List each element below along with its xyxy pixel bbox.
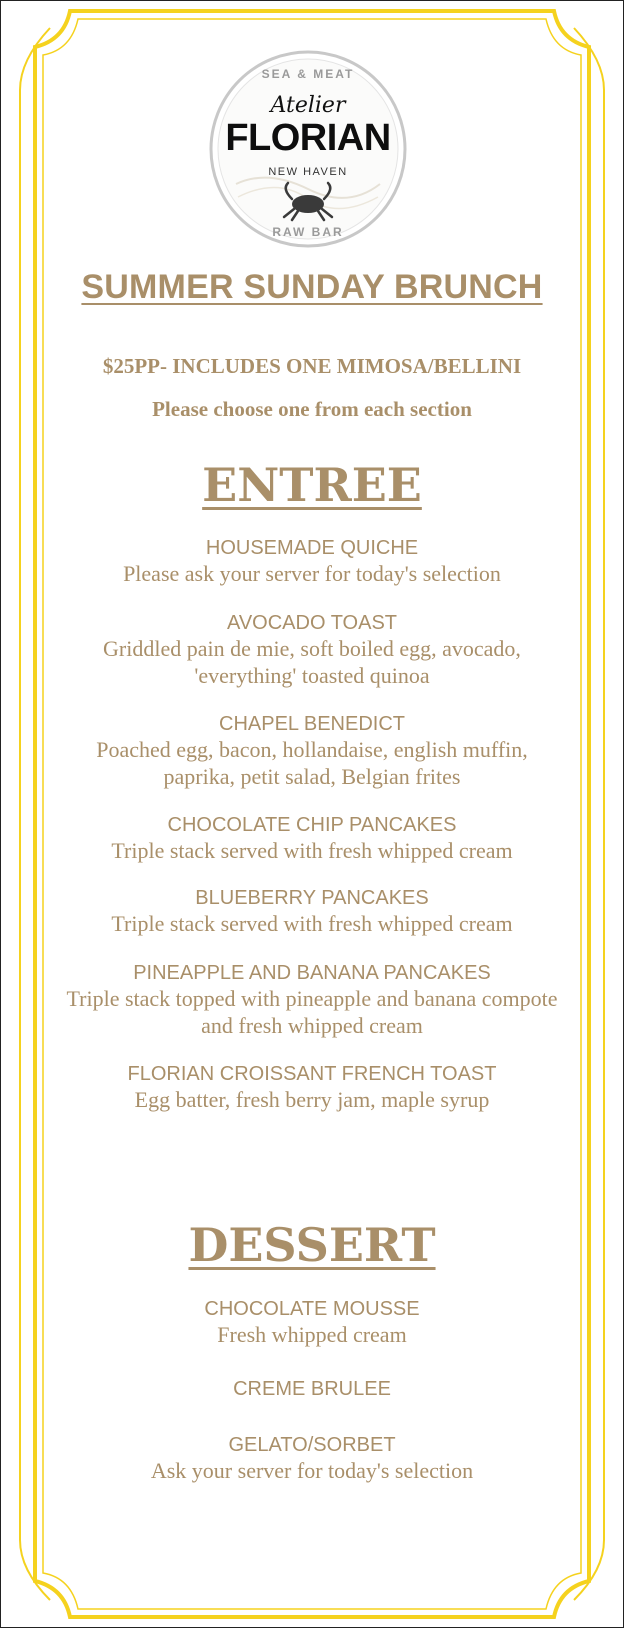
restaurant-logo <box>208 49 408 249</box>
menu-item <box>0 712 624 790</box>
item-description: Ask your server for today's selection <box>150 1458 474 1483</box>
item-description: Triple stack served with fresh whipped cream <box>111 838 513 863</box>
menu-item <box>0 1062 624 1113</box>
logo-script-text: Atelier <box>270 93 346 118</box>
menu-title: SUMMER SUNDAY BRUNCH <box>81 268 543 306</box>
entree-heading: ENTREE <box>202 458 422 512</box>
menu-item <box>0 886 624 937</box>
item-name: CHAPEL BENEDICT <box>219 713 405 735</box>
menu-item <box>0 536 624 587</box>
menu-item <box>0 961 624 1039</box>
item-description: Triple stack topped with pineapple and banana compote and fresh whipped cream <box>66 986 558 1038</box>
logo-bottom-arc-text: RAW BAR <box>272 225 344 239</box>
menu-item <box>0 1377 624 1401</box>
item-description: Please ask your server for today's selection <box>123 561 501 586</box>
logo-name: FLORIAN <box>225 117 391 159</box>
item-name: HOUSEMADE QUICHE <box>205 537 419 559</box>
logo-location: NEW HAVEN <box>268 166 348 178</box>
menu-item <box>0 813 624 864</box>
menu-item <box>0 1297 624 1348</box>
item-name: CHOCOLATE CHIP PANCAKES <box>167 814 457 836</box>
item-description: Egg batter, fresh berry jam, maple syrup <box>134 1087 490 1112</box>
item-name: FLORIAN CROISSANT FRENCH TOAST <box>127 1063 497 1085</box>
item-description: Griddled pain de mie, soft boiled egg, avocado, 'everything' toasted quinoa <box>103 636 521 688</box>
dessert-heading: DESSERT <box>188 1218 436 1272</box>
price-line: $25PP- INCLUDES ONE MIMOSA/BELLINI <box>102 354 522 378</box>
item-description: Triple stack served with fresh whipped cream <box>111 911 513 936</box>
menu-item <box>0 1433 624 1484</box>
item-name: BLUEBERRY PANCAKES <box>195 887 429 909</box>
instruction-text: Please choose one from each section <box>152 397 472 421</box>
item-name: CHOCOLATE MOUSSE <box>204 1298 420 1320</box>
logo-top-arc-text: SEA & MEAT <box>261 67 355 81</box>
menu-item <box>0 611 624 689</box>
item-description: Poached egg, bacon, hollandaise, english muffin, paprika, petit salad, Belgian frites <box>96 737 528 789</box>
item-description: Fresh whipped cream <box>217 1322 407 1347</box>
item-name: GELATO/SORBET <box>228 1434 396 1456</box>
item-name: CREME BRULEE <box>233 1378 391 1400</box>
item-name: PINEAPPLE AND BANANA PANCAKES <box>133 962 491 984</box>
item-name: AVOCADO TOAST <box>226 612 398 634</box>
